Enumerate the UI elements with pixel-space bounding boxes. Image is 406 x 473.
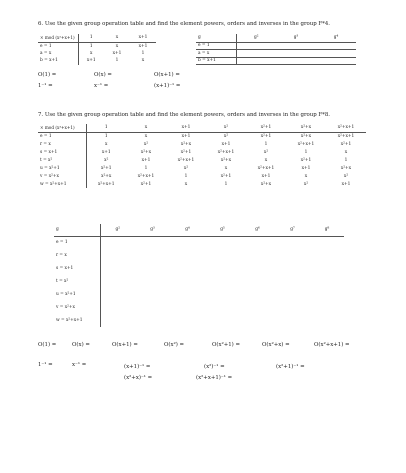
p7-inverse-x: x⁻¹ = [72, 362, 87, 368]
table-row [38, 156, 366, 164]
answer-cell[interactable] [205, 275, 240, 288]
table-cell: x²+x [180, 141, 192, 147]
answer-cell[interactable] [170, 275, 205, 288]
table-row [54, 314, 344, 327]
p7-inverse-x2-1: (x²+1)⁻¹ = [276, 364, 305, 370]
answer-cell[interactable] [275, 275, 310, 288]
column-header: g [54, 224, 100, 236]
row-label: b = x+1 [38, 57, 78, 65]
column-header: g⁵ [205, 224, 240, 236]
answer-cell[interactable] [316, 50, 356, 58]
column-header: g³ [135, 224, 170, 236]
answer-cell[interactable] [236, 57, 276, 65]
p7-order-x2-1: O(x²+1) = [212, 342, 241, 348]
answer-cell[interactable] [310, 236, 344, 249]
answer-cell[interactable] [205, 262, 240, 275]
row-label: t = x² [54, 275, 100, 288]
table-cell: x [105, 141, 108, 147]
answer-cell[interactable] [135, 262, 170, 275]
answer-cell[interactable] [100, 236, 135, 249]
column-header: x²+1 [246, 124, 286, 132]
row-label: v = x²+x [38, 172, 86, 180]
answer-cell[interactable] [205, 288, 240, 301]
table-cell: x [115, 43, 119, 49]
p6-order-x1: O(x+1) = [154, 72, 180, 78]
table-cell: x² [343, 173, 349, 179]
table-cell: x² [223, 133, 229, 139]
row-label: w = x²+x+1 [38, 180, 86, 188]
table-cell: x+1 [101, 149, 111, 155]
row-label: t = x² [38, 156, 86, 164]
row-label: r = x [38, 140, 86, 148]
table-header-row [38, 124, 366, 132]
table-cell: x [184, 181, 188, 187]
answer-cell[interactable] [275, 249, 310, 262]
table-cell: x²+1 [101, 165, 112, 171]
row-label: b = x+1 [196, 57, 236, 65]
answer-cell[interactable] [170, 236, 205, 249]
table-cell: 1 [304, 149, 308, 155]
table-row [54, 236, 344, 249]
p6-inverse-x: x⁻¹ = [94, 83, 109, 89]
column-header: g⁴ [170, 224, 205, 236]
table-row [54, 275, 344, 288]
answer-cell[interactable] [316, 57, 356, 65]
table-cell: x²+x+1 [257, 165, 275, 171]
problem-7-heading: 7. Use the given group operation table and find the element powers, orders and inverses in the group F*8. [38, 112, 330, 118]
answer-cell[interactable] [135, 236, 170, 249]
answer-cell[interactable] [100, 275, 135, 288]
table-cell: 1 [89, 43, 93, 49]
table-cell: x [141, 58, 145, 64]
column-header: 1 [86, 124, 126, 132]
column-header: x² [206, 124, 246, 132]
answer-cell[interactable] [170, 314, 205, 327]
table-cell: x²+x [300, 133, 312, 139]
row-label: w = x²+x+1 [54, 314, 100, 327]
answer-cell[interactable] [310, 288, 344, 301]
table-cell: x [304, 173, 308, 179]
table-row [38, 42, 156, 50]
table-row [54, 262, 344, 275]
answer-cell[interactable] [236, 42, 276, 50]
row-label: a = x [196, 50, 236, 58]
table-header-row [196, 34, 356, 42]
p6-order-1: O(1) = [38, 72, 57, 78]
table-cell: x [144, 133, 148, 139]
table-cell: x²+x [140, 149, 152, 155]
p7-powers-table [54, 224, 344, 327]
p6-order-x: O(x) = [94, 72, 112, 78]
p7-order-x1: O(x+1) = [112, 342, 138, 348]
answer-cell[interactable] [310, 262, 344, 275]
table-cell: 1 [115, 58, 119, 64]
p7-inverse-x1: (x+1)⁻¹ = [124, 364, 151, 370]
row-label: e = 1 [38, 132, 86, 140]
table-cell: x [344, 149, 348, 155]
table-cell: 1 [104, 133, 108, 139]
table-row [38, 172, 366, 180]
p7-operation-table [38, 124, 366, 188]
answer-cell[interactable] [205, 249, 240, 262]
table-cell: x² [183, 165, 189, 171]
table-cell: x²+x [340, 165, 352, 171]
table-row [196, 57, 356, 65]
table-cell: x² [104, 157, 109, 163]
answer-cell[interactable] [275, 236, 310, 249]
row-label: a = x [38, 50, 78, 58]
answer-cell[interactable] [275, 314, 310, 327]
answer-cell[interactable] [240, 262, 275, 275]
row-label: s = x+1 [38, 148, 86, 156]
table-cell: x²+x+1 [217, 149, 235, 155]
row-label: e = 1 [38, 42, 78, 50]
answer-cell[interactable] [135, 249, 170, 262]
row-label: r = x [54, 249, 100, 262]
answer-cell[interactable] [276, 57, 316, 65]
column-header: x²+x [286, 124, 326, 132]
answer-cell[interactable] [100, 262, 135, 275]
table-row [54, 249, 344, 262]
column-header: g⁴ [316, 34, 356, 42]
table-cell: x²+1 [340, 141, 352, 147]
answer-cell[interactable] [170, 262, 205, 275]
table-cell: x²+1 [300, 157, 312, 163]
table-cell: 1 [184, 173, 188, 179]
answer-cell[interactable] [310, 314, 344, 327]
table-cell: x²+x+1 [137, 173, 155, 179]
row-label: s = x+1 [54, 262, 100, 275]
answer-cell[interactable] [135, 288, 170, 301]
answer-cell[interactable] [100, 249, 135, 262]
table-cell: x²+1 [260, 133, 272, 139]
row-label: e = 1 [196, 42, 236, 50]
row-label: e = 1 [54, 236, 100, 249]
table-cell: 1 [144, 165, 148, 171]
answer-cell[interactable] [205, 236, 240, 249]
answer-cell[interactable] [205, 314, 240, 327]
table-row [38, 57, 156, 65]
table-cell: x+1 [86, 58, 96, 64]
table-cell: x+1 [181, 133, 191, 139]
table-cell: x+1 [112, 50, 122, 56]
answer-cell[interactable] [275, 301, 310, 314]
column-header: x²+x+1 [326, 124, 366, 132]
table-cell: x²+x+1 [177, 157, 195, 163]
table-header-row [54, 224, 344, 236]
table-row [54, 301, 344, 314]
table-corner: × mod (x³+x+1) [38, 124, 86, 132]
column-header: g⁸ [310, 224, 344, 236]
table-cell: x+1 [141, 157, 151, 163]
table-cell: x+1 [138, 43, 148, 49]
column-header: x [104, 34, 130, 42]
row-label: v = x²+x [54, 301, 100, 314]
p6-inverse-x1: (x+1)⁻¹ = [154, 83, 181, 89]
answer-cell[interactable] [310, 249, 344, 262]
column-header: g⁶ [240, 224, 275, 236]
table-cell: x²+x+1 [297, 141, 315, 147]
answer-cell[interactable] [240, 249, 275, 262]
answer-cell[interactable] [240, 275, 275, 288]
answer-cell[interactable] [100, 301, 135, 314]
table-cell: x²+x [220, 157, 232, 163]
table-row [38, 50, 156, 58]
table-cell: x²+x [101, 173, 112, 179]
p7-order-x2-x: O(x²+x) = [262, 342, 290, 348]
answer-cell[interactable] [135, 314, 170, 327]
column-header: g³ [276, 34, 316, 42]
column-header: g [196, 34, 236, 42]
table-cell: x²+x+1 [337, 133, 355, 139]
answer-cell[interactable] [275, 288, 310, 301]
column-header: g² [100, 224, 135, 236]
table-cell: x [224, 165, 228, 171]
table-cell: x+1 [301, 165, 311, 171]
p7-inverse-1: 1⁻¹ = [38, 362, 53, 368]
table-cell: 1 [344, 157, 348, 163]
p7-order-x: O(x) = [72, 342, 90, 348]
table-cell: x²+1 [140, 181, 152, 187]
row-label: u = x²+1 [38, 164, 86, 172]
table-row [38, 140, 366, 148]
table-corner: × mod (x²+x+1) [38, 34, 78, 42]
problem-6-heading: 6. Use the given group operation table and find the element powers, orders and inverses in the group F*4. [38, 21, 330, 27]
p7-order-x2: O(x²) = [164, 342, 185, 348]
p7-order-x2-x1: O(x²+x+1) = [314, 342, 350, 348]
table-row [54, 288, 344, 301]
table-cell: x+1 [221, 141, 231, 147]
p7-order-1: O(1) = [38, 342, 57, 348]
answer-cell[interactable] [135, 301, 170, 314]
p7-inverse-x2-x1: (x²+x+1)⁻¹ = [196, 375, 233, 381]
table-row [38, 180, 366, 188]
p6-powers-table [196, 34, 356, 65]
table-cell: x² [303, 181, 309, 187]
table-cell: x² [263, 149, 269, 155]
table-row [196, 42, 356, 50]
table-header-row [38, 34, 156, 42]
answer-cell[interactable] [240, 314, 275, 327]
table-cell: x [264, 157, 268, 163]
answer-cell[interactable] [170, 288, 205, 301]
column-header: g² [236, 34, 276, 42]
table-cell: 1 [224, 181, 228, 187]
table-cell: 1 [141, 50, 145, 56]
p6-inverse-1: 1⁻¹ = [38, 83, 53, 89]
answer-cell[interactable] [236, 50, 276, 58]
answer-cell[interactable] [310, 301, 344, 314]
table-cell: x²+x [260, 181, 272, 187]
answer-cell[interactable] [276, 42, 316, 50]
table-cell: x²+1 [180, 149, 192, 155]
answer-cell[interactable] [275, 262, 310, 275]
answer-cell[interactable] [205, 301, 240, 314]
answer-cell[interactable] [170, 249, 205, 262]
column-header: x+1 [130, 34, 156, 42]
answer-cell[interactable] [240, 301, 275, 314]
answer-cell[interactable] [316, 42, 356, 50]
table-cell: x+1 [261, 173, 271, 179]
answer-cell[interactable] [135, 275, 170, 288]
answer-cell[interactable] [170, 301, 205, 314]
table-row [196, 50, 356, 58]
answer-cell[interactable] [240, 236, 275, 249]
table-cell: x² [143, 141, 149, 147]
answer-cell[interactable] [240, 288, 275, 301]
answer-cell[interactable] [276, 50, 316, 58]
table-cell: 1 [264, 141, 268, 147]
p7-inverse-x2-x: (x²+x)⁻¹ = [124, 375, 153, 381]
table-cell: x [90, 50, 93, 56]
answer-cell[interactable] [100, 288, 135, 301]
row-label: u = x²+1 [54, 288, 100, 301]
answer-cell[interactable] [310, 275, 344, 288]
table-cell: x²+1 [220, 173, 232, 179]
p7-inverse-x2: (x²)⁻¹ = [204, 364, 225, 370]
answer-cell[interactable] [100, 314, 135, 327]
column-header: x+1 [166, 124, 206, 132]
column-header: x [126, 124, 166, 132]
table-cell: x²+x+1 [97, 181, 115, 187]
column-header: g⁷ [275, 224, 310, 236]
table-row [38, 148, 366, 156]
table-cell: x+1 [341, 181, 351, 187]
p6-operation-table [38, 34, 156, 65]
column-header: 1 [78, 34, 104, 42]
table-row [38, 164, 366, 172]
table-row [38, 132, 366, 140]
